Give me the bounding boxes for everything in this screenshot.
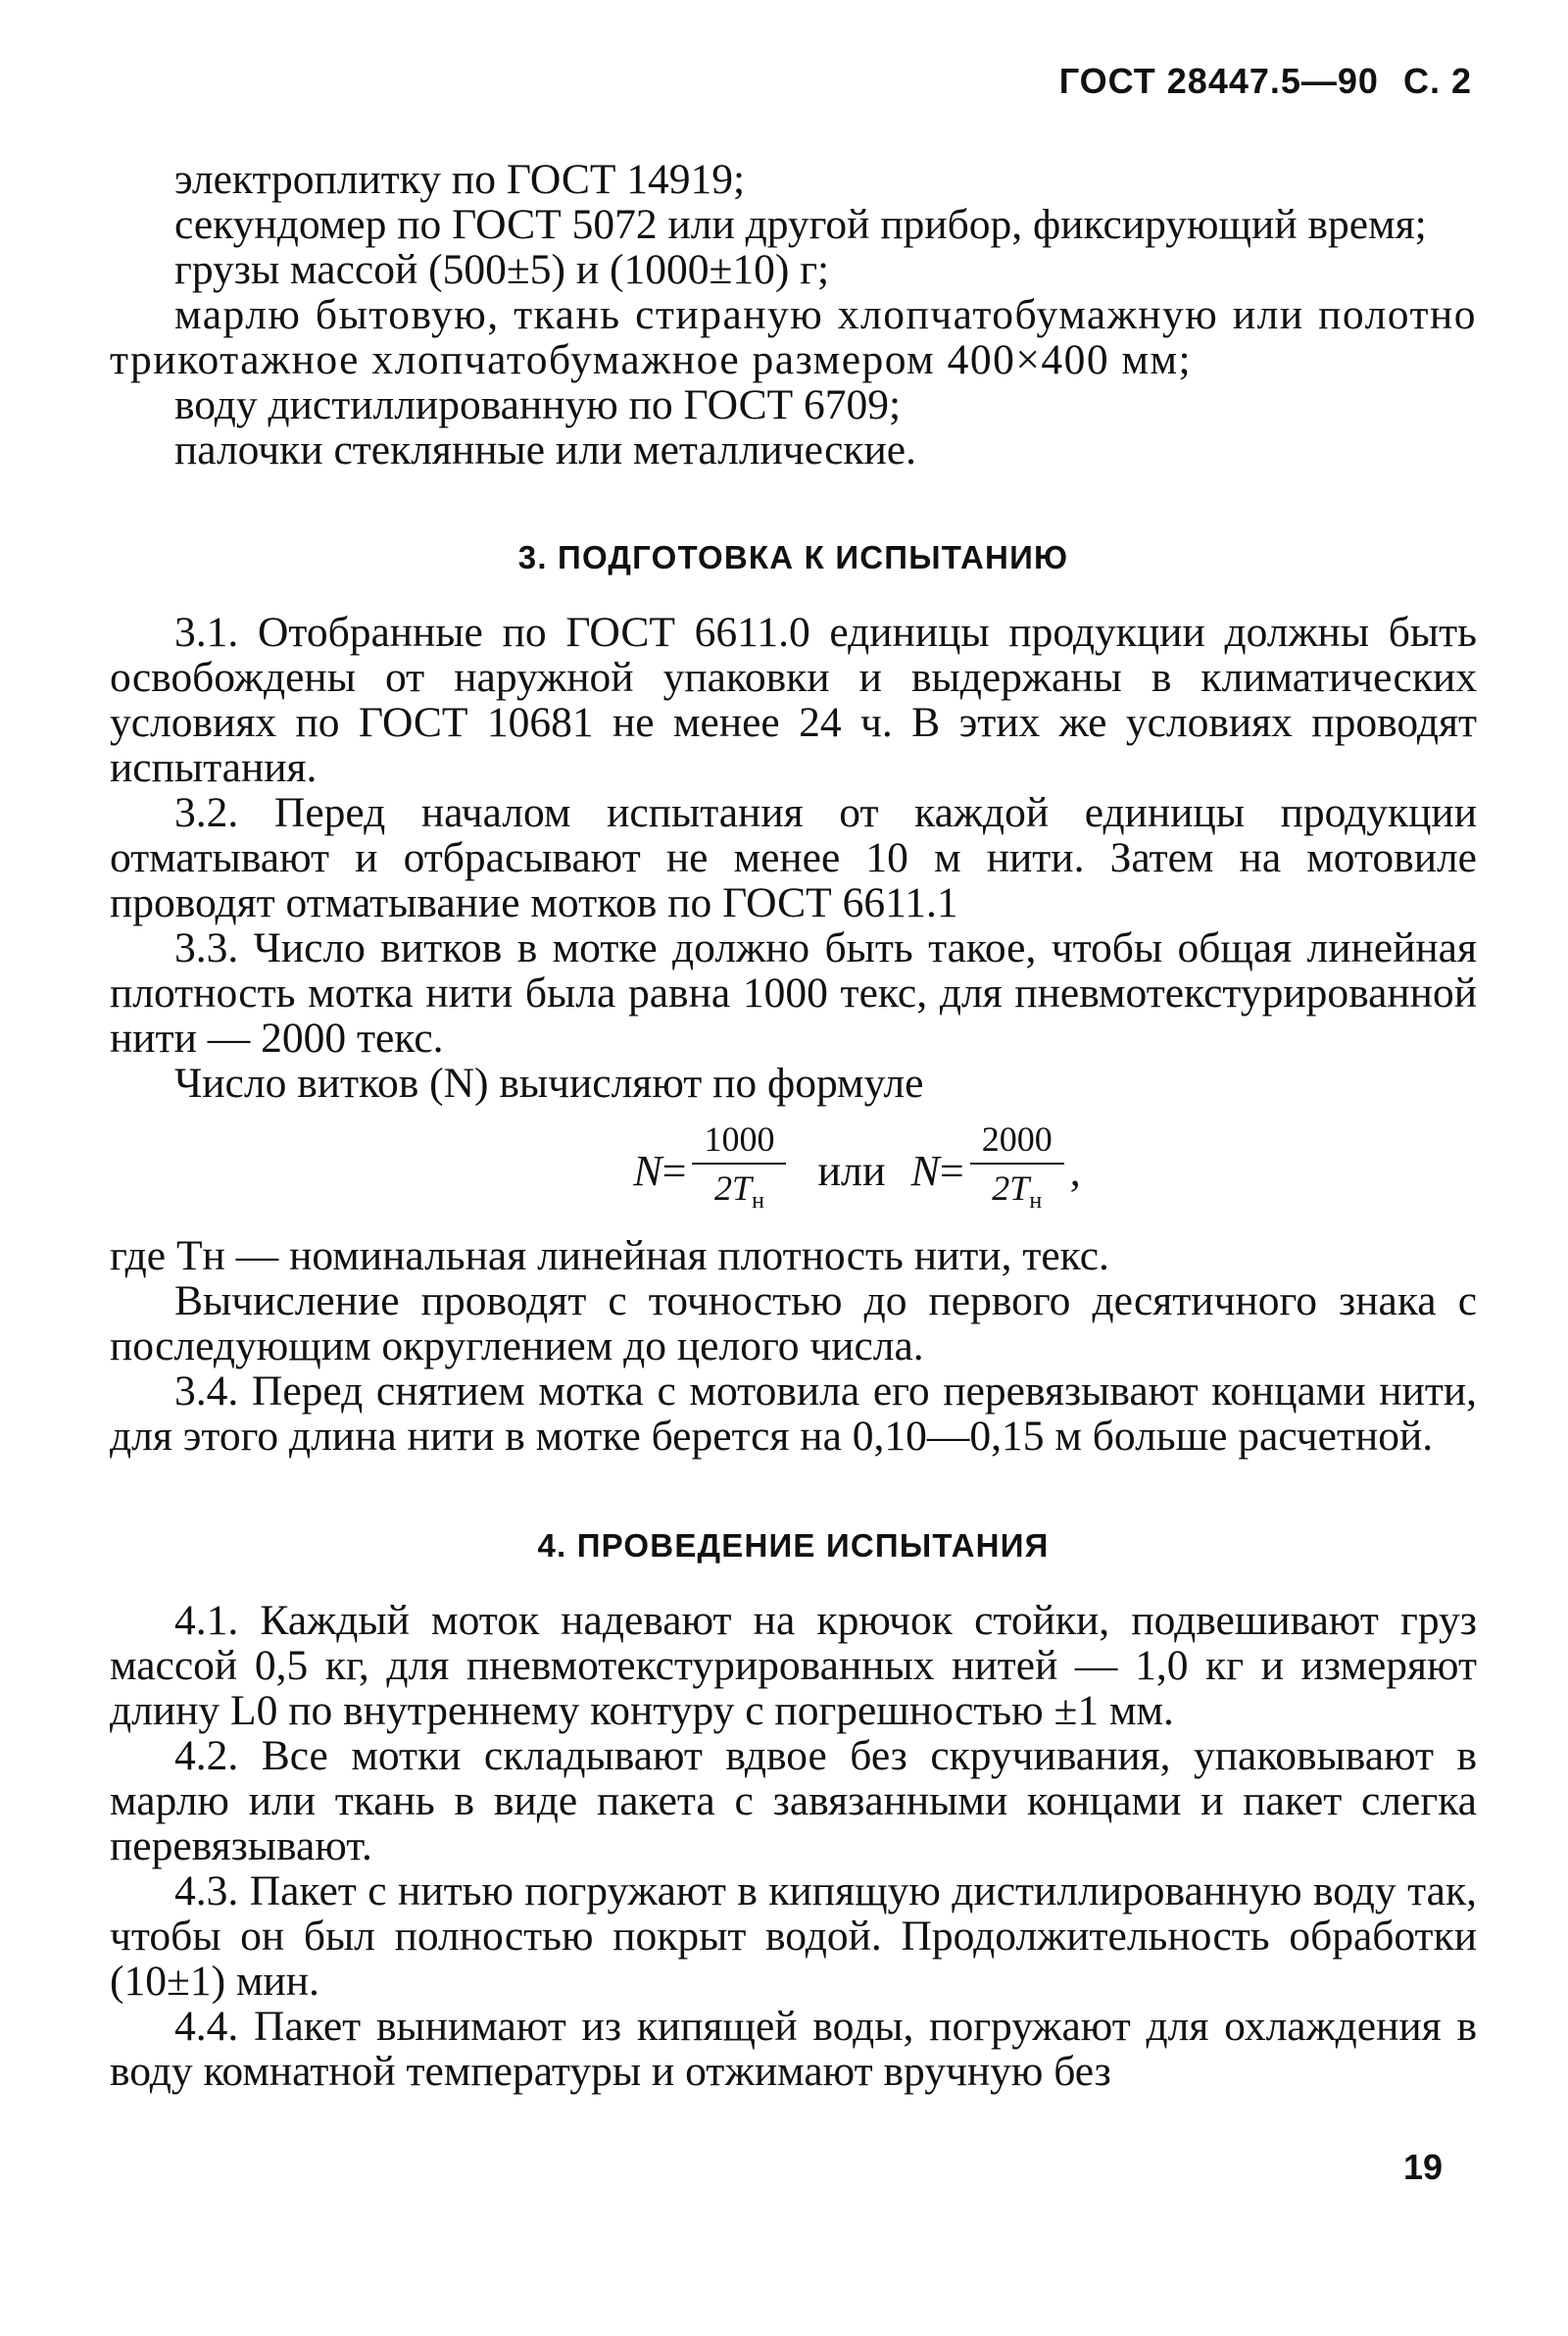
- fraction-1-numerator: 1000: [692, 1119, 786, 1165]
- paragraph-4-3: 4.3. Пакет с нитью погружают в кипящую дистиллированную воду так, чтобы он был полностью покрыт водой. Продолжительность обработки (10±1) мин.: [110, 1867, 1477, 2005]
- formula: [110, 1110, 1477, 1231]
- paragraph-3-3: 3.3. Число витков в мотке должно быть такое, чтобы общая линейная плотность мотка нити была равна 1000 текс, для пневмотекстурированной нити — 2000 текс.: [110, 924, 1477, 1062]
- list-item: грузы массой (500±5) и (1000±10) г;: [174, 246, 830, 293]
- formula-eq: =: [662, 1146, 687, 1195]
- list-item: электроплитку по ГОСТ 14919;: [174, 156, 746, 203]
- page-reference: С. 2: [1402, 61, 1472, 101]
- formula-tail: ,: [1069, 1146, 1081, 1195]
- list-item: секундомер по ГОСТ 5072 или другой прибор, фиксирующий время;: [174, 201, 1427, 248]
- fraction-1: [692, 1119, 786, 1220]
- standard-code: ГОСТ 28447.5—90: [1058, 61, 1379, 101]
- list-item: палочки стеклянные или металлические.: [174, 426, 916, 473]
- section-4-heading: 4. ПРОВЕДЕНИЕ ИСПЫТАНИЯ: [537, 1527, 1050, 1564]
- fraction-2-denominator: $2T_н$: [992, 1168, 1043, 1215]
- formula-var: N: [633, 1146, 662, 1195]
- paragraph-3-1: 3.1. Отобранные по ГОСТ 6611.0 единицы продукции должны быть освобождены от наружной упаковки и выдержаны в климатических условиях по ГОСТ 10681 не менее 24 ч. В этих же условиях проводят испытания.: [110, 609, 1477, 791]
- formula-var-2: N: [910, 1146, 940, 1195]
- document-body: [110, 157, 1477, 2094]
- formula-connector: или: [817, 1146, 886, 1195]
- paragraph-4-2: 4.2. Все мотки складывают вдвое без скручивания, упаковывают в марлю или ткань в виде пакета с завязанными концами и пакет слегка перевязывают.: [110, 1732, 1477, 1869]
- paragraph-3-4: 3.4. Перед снятием мотка с мотовила его перевязывают концами нити, для этого длина нити в мотке берется на 0,10—0,15 м больше расчетной.: [110, 1367, 1477, 1460]
- page-number: 19: [1403, 2147, 1444, 2187]
- paragraph-3-2: 3.2. Перед началом испытания от каждой единицы продукции отматывают и отбрасывают не менее 10 м нити. Затем на мотовиле проводят отматывание мотков по ГОСТ 6611.1: [110, 789, 1477, 926]
- paragraph-4-1: 4.1. Каждый моток надевают на крючок стойки, подвешивают груз массой 0,5 кг, для пневмотекстурированных нитей — 1,0 кг и измеряют длину L0 по внутреннему контуру с погрешностью ±1 мм.: [110, 1597, 1477, 1734]
- paragraph-4-4: 4.4. Пакет вынимают из кипящей воды, погружают для охлаждения в воду комнатной температуры и отжимают вручную без: [110, 2003, 1477, 2095]
- formula-legend: где Тн — номинальная линейная плотность нити, текс.: [110, 1232, 1109, 1279]
- paragraph-rounding: Вычисление проводят с точностью до первого десятичного знака с последующим округлением до целого числа.: [110, 1277, 1477, 1369]
- equipment-list: [110, 157, 1477, 472]
- fraction-2: [970, 1119, 1064, 1220]
- list-item: воду дистиллированную по ГОСТ 6709;: [174, 381, 902, 428]
- formula-eq-2: =: [939, 1146, 964, 1195]
- fraction-1-denominator: $2T_н$: [714, 1168, 764, 1215]
- section-3-heading: 3. ПОДГОТОВКА К ИСПЫТАНИЮ: [517, 539, 1069, 575]
- list-item: марлю бытовую, ткань стираную хлопчатобумажную или полотно трикотажное хлопчатобумажное размером 400×400 мм;: [110, 291, 1477, 383]
- formula-intro: Число витков (N) вычисляют по формуле: [174, 1060, 924, 1107]
- fraction-2-numerator: 2000: [970, 1119, 1064, 1165]
- page-header: [1059, 61, 1472, 102]
